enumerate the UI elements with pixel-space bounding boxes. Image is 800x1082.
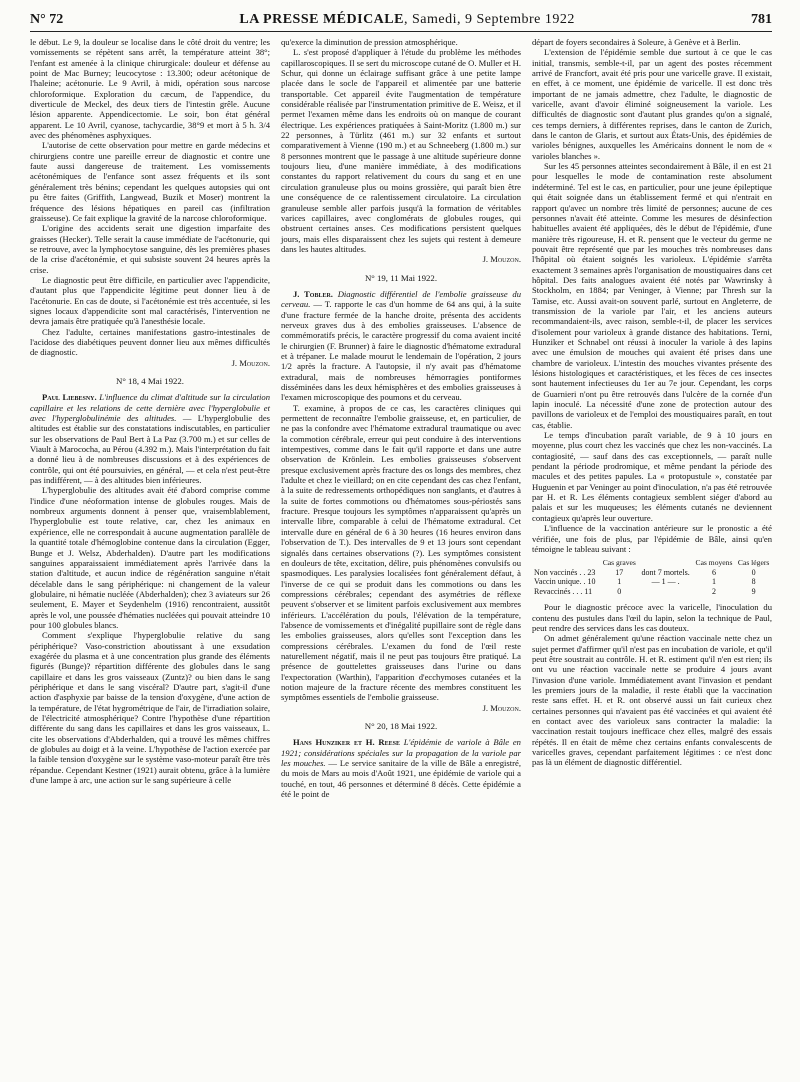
column-1 [30, 37, 270, 799]
paragraph: L. s'est proposé d'appliquer à l'étude du problème les méthodes capillaroscopiques. Il se sert du microscope cutané de O. Muller et H. Schur, qui donne un éclairage suffisant grâce à une petite lampe placée dans le socle de l'appareil et alimentée par une batterie transportable. Cet appareil évite l'augmentation de température considérable réalisée par l'instrumentation primitive de E. Weisz, et il permet l'examen même dans les endroits où on manque de courant électrique. Les expériences pratiquées à Saint-Moritz (1.800 m.) sur 22 personnes, à Türlitz (461 m.) sur 32 enfants et surtout comparativement à Vienne (190 m.) et au Schneeberg (1.800 m.) sur 8 personnes montrent que le passage à une altitude supérieure donne toujours lieu, d'une manière immédiate, à des modifications constantes du rapport relativement du cours du sang et en une circulation granuleuse plus ou moins grossière, qui paraît bien être une conséquence de ce ralentissement circulatoire. La circulation granuleuse semble aller parfois jusqu'à la formation de véritables varices capillaires, avec conglomérats de globules rouges, qui obstruent certaines anses. Ces modifications persistent quelques jours, mais elles disparaissent chez les sujets qui restent à demeure dans les hautes altitudes. [281, 47, 521, 254]
table-cell: 17 [615, 567, 624, 577]
article-title: L'épidémie de variole à Bâle en 1921; considérations spéciales sur la propagation de la variole par les mouches. [281, 737, 521, 769]
table-header [639, 558, 693, 568]
article-intro [30, 392, 270, 485]
table-row [532, 577, 772, 587]
column-3 [532, 37, 772, 799]
paragraph: départ de foyers secondaires à Soleure, à Genève et à Berlin. [532, 37, 741, 47]
table-cell: 9 [751, 586, 756, 596]
issue-number: N° 72 [30, 12, 64, 27]
table-cell: 6 [711, 567, 716, 577]
page-header [30, 12, 772, 32]
article-author: J. Tobler. [293, 288, 333, 299]
table-cell: 1 [711, 577, 716, 587]
table-cell: dont 7 mortels. [641, 567, 690, 577]
paragraph: Comment s'explique l'hyperglobulie relative du sang périphérique? Vaso-constriction aboutissant à une exsudation exagérée du plasma et à une concentration plus grande des éléments figurés (Bunge)? répartition différente des globules dans le sang capillaire et dans les gros vaisseaux (Zuntz)? ou bien dans le sang périphérique et dans le sang viscéral? D'autre part, s'agit-il d'une action d'asphyxie par baisse de la tension d'oxygène, d'une action de la température, de l'état hygrométrique de l'air, de l'irradiation solaire, de l'électricité atmosphérique? Contre l'hypothèse d'une répartition différente du sang dans les capillaires et dans les gros vaisseaux, L. cite les observations d'Abderhalden, qui a trouvé les mêmes chiffres de globules au doigt et à la veine. L'hypothèse de l'action exercée par la faible tension d'oxygène sur le système vaso-moteur paraît être très répandue. Cependant Kestner (1921) aurait obtenu, grâce à la lumière d'une lampe à arc, une action sur le sang supérieure à celle [30, 630, 270, 786]
paragraph: Le temps d'incubation paraît variable, de 9 à 10 jours en moyenne, plus court chez les vaccinés que chez les non-vaccinés. La contagiosité, — sauf dans des cas exceptionnels, — paraît nulle pendant la période prodromique, et même pendant la période des macules et des petites papules. La « protopustule », constatée par Huguenin et par Veninger au point d'inoculation, n'a pas été retrouvée par H. et R. Les éléments contagieux semblent siéger d'abord au palais et sur les muqueuses; les éléments cutanés ne deviennent contagieux qu'après leur ouverture. [532, 430, 772, 523]
article-author: Paul Liebesny. [42, 392, 97, 403]
paragraph: Chez l'adulte, certaines manifestations gastro-intestinales de l'acidose des diabétiques peuvent donner lieu aux mêmes difficultés de diagnostic. [30, 326, 270, 358]
article-title: Diagnostic différentiel de l'embolie graisseuse du cerveau. [281, 288, 522, 310]
section-heading: N° 20, 18 Mai 1922. [364, 721, 438, 731]
paragraph: qu'exerce la diminution de pression atmosphérique. [281, 37, 458, 47]
signature: J. Mouzon. [482, 702, 521, 713]
paragraph-text: — Le service sanitaire de la ville de Bâle a enregistré, du mois de Mars au mois d'Août 1921, une épidémie de variole qui a touché, en tout, 46 personnes et déterminé 8 décès. Cette épidémie a été le point de [281, 758, 521, 800]
table-cell [639, 587, 693, 597]
signature: J. Mouzon. [231, 357, 270, 368]
table-header: Cas graves [602, 558, 636, 568]
table-cell: Vaccin unique. . 10 [534, 577, 596, 587]
table-cell: — 1 — . [651, 577, 680, 587]
table-cell: Non vaccinés . . 23 [534, 567, 596, 577]
column-2 [281, 37, 521, 799]
paragraph: L'origine des accidents serait une digestion imparfaite des graisses (Hecker). Telle serait la cause immédiate de l'acétonurie, qui se retrouve, avec la lymphocytose sanguine, dès les premières phases de la crise d'acétonémie, et qui subsiste souvent 24 heures après la crise. [30, 223, 270, 275]
masthead [239, 12, 574, 28]
paragraph: Le diagnostic peut être difficile, en particulier avec l'appendicite, d'autant plus que l'appendicite légitime peut donner lieu à de l'acétonurie. En cas de doute, si l'acétonémie est très accentuée, si les signes locaux d'appendicite sont mal caractérisés, l'intervention ne devra jamais être pratiquée qu'à l'anesthésie locale. [30, 274, 270, 327]
paragraph: le début. Le 9, la douleur se localise dans le côté droit du ventre; les vomissements se répètent sans arrêt, la température atteint 38°; l'enfant est amenée à la clinique chirurgicale: douleur et défense au point de Mac Burney; leucocytose : 13.300; odeur acétonique de l'haleine; acétonurie. Le 9 Avril, à midi, opération sous narcose chloroformique. Exploration du cæcum, de l'appendice, du diverticule de Meckel, des deux tiers de l'intestin grêle. Aucune lésion apparente. Appendicectomie. Le soir, bon état général apparent. Le 10 Avril, cyanose, tachycardie, 38°9 et mort à 5 h. 3/4 avec des phénomènes asphyxiques. [30, 37, 270, 141]
paragraph-text: — L'hyperglobulie des altitudes est établie sur des constatations indiscutables, en particulier sur les observations de Paul Bert à La Paz (3.700 m.) et sur celles de Viault à Marococha, au Pérou (4.392 m.). Mais l'interprétation du fait a donné lieu à de nombreuses discussions et à des expériences de contrôle, qui ont été poursuivies, en général, — et cela n'est peut-être pas indifférent, — à des altitudes bien inférieures. [30, 413, 271, 486]
paragraph-text: — T. rapporte le cas d'un homme de 64 ans qui, à la suite d'une fracture fermée de la hanche droite, présenta des accidents nerveux graves dus à des embolies graisseuses. L'absence de commémoratifs précis, le caractère progressif du coma avaient incité le chirurgien (F. Brunner) à faire le diagnostic d'hématome extradural et à trépaner. Le malade mourut le lendemain de l'opération, 2 jours 1/2 après la fracture. A l'autopsie, il n'y avait pas d'hématome extradural, mais de nombreuses hémorragies pontiformes disséminées dans les deux hémisphères et des embolies graisseuses à l'examen microscopique des poumons et du cerveau. [281, 299, 521, 403]
table-cell: Revaccinés . . . 11 [534, 586, 593, 596]
paragraph: Pour le diagnostic précoce avec la varicelle, l'inoculation du contenu des pustules dans l'œil du lapin, selon la technique de Paul, peut rendre des services dans les cas douteux. [532, 602, 772, 633]
table-cell: 8 [751, 577, 756, 587]
issue-date: , Samedi, 9 Septembre 1922 [403, 12, 575, 27]
paragraph: T. examine, à propos de ce cas, les caractères cliniques qui permettent de reconnaître l'embolie graisseuse, et, en particulier, de ne pas la confondre avec l'hématome extradural traumatique ou avec la commotion cérébrale, erreur qui peut conduire à des interventions intempestives, comme dans le fait qu'il rapporte et dans une autre observation de Krönlein. Les embolies graisseuses s'observent presque exclusivement après fracture des os longs des membres, chez l'adulte et chez le vieillard; on en cite cependant des cas chez l'enfant, à la suite de redressements orthopédiques non sanglants, et d'autres à la suite de fortes commotions ou d'hématomes sous-périostés sans fracture. Presque toujours les symptômes n'apparaissent qu'après un intervalle libre, comparable à celui de l'hématome extradural. Cet intervalle dure en général de 6 à 30 heures (16 heures environ dans l'observation de T.). Des intervalles de 9 et 13 jours sont cependant signalés dans certaines observations (?). Les symptômes consistent en douleurs de tête, excitation, délire, puis phénomènes convulsifs ou spasmodiques. Les paralysies localisées font généralement défaut, à l'inverse de ce qui se produit dans les commotions ou dans les compressions cérébrales; cependant des asymétries de réflexe peuvent s'observer et se limitent parfois exclusivement aux membres inférieurs. L'accélération du pouls, l'élévation de la température, l'absence de vomissements et d'inégalité pupillaire sont de règle dans les embolies graisseuses, alors qu'elles sont l'exception dans les compressions cérébrales. L'examen du fond de l'œil reste naturellement négatif, mais il ne peut pas toujours être pratiqué. La présence de gouttelettes graisseuses dans l'urine ou dans l'expectoration (Warthin), l'apparition d'ecchymoses cutanées et la notion majeure de la fracture récente des membres constituent les symptômes essentiels de l'embolie graisseuse. [281, 402, 521, 703]
paragraph: L'hyperglobulie des altitudes avait été d'abord comprise comme l'indice d'une néoformation intense de globules rouges. Mais de nombreux arguments donnent à penser que, vraisemblablement, l'hyperglobulie est toute relative, car, chez les animaux en expérience, elle ne correspondait à aucune augmentation parallèle de la quantité totale d'hémoglobine contenue dans la circulation (Egger, Bunge et J. Welsz, Abderhalden). D'autre part les modifications sanguines apparaissaient immédiatement après l'arrivée dans la station d'altitude, et aucun indice de régénération sanguine n'était décelable dans le sang périphérique: ni changement de la valeur globulaire, ni hématie nucléée (Abderhalden); chez 3 aviateurs sur 26 seulement, E. Mayer et Seydenhelm (1916) rencontraient, aussitôt après le vol, une poussée d'hématies nucléées qui pouvait atteindre 10 pour 100 globules blancs. [30, 485, 270, 630]
paragraph: L'influence de la vaccination antérieure sur le pronostic a été vérifiée, une fois de plus, par l'épidémie de Bâle, ainsi qu'en témoigne le tableau suivant : [532, 523, 772, 554]
table-row [532, 587, 772, 597]
table-cell: 0 [617, 586, 622, 596]
table-cell: 2 [711, 586, 716, 596]
columns [30, 37, 772, 799]
table-cell: 1 [617, 577, 622, 587]
table-header: Cas légers [737, 558, 770, 568]
vaccination-table [532, 558, 772, 596]
table-header-row [532, 558, 772, 568]
paragraph: Sur les 45 personnes atteintes secondairement à Bâle, il en est 21 pour lesquelles le mode de contamination reste absolument indéterminé. Tel est le cas, en particulier, pour une jeune épileptique qui était soignée dans un établissement fermé et qui n'entrait en rapport qu'avec un nombre très limité de personnes; aucune de ces personnes n'avait été atteinte. Comme les mesures de désinfection habituelles avaient été appliquées, dès le début de l'épidémie, d'une manière très rigoureuse, H. et R. pensent que le vecteur du germe ne pouvait être représenté que par les mouches très nombreuses dans l'hôpital où étaient soignés les varioleux. L'épidémie s'arrêta exactement 3 semaines après l'organisation de moustiquaires dans cet hôpital. Des faits analogues avaient été notés par Wawrinsky à Stockholm, en 1884; par Veninger, à Vienne; par Thresh sur la Tamise, etc. Aussi avait-on souvent parlé, surtout en Angleterre, de transmission de la variole par l'air, et les anciens auteurs recommandaient-ils, avec raison, semble-t-il, de placer les services d'isolement pour varioleux à grande distance des habitations. Terni, Hunziker et Schnabel ont réussi à inoculer la variole à des lapins avec une émulsion de mouches qui avaient été prises dans une chambre de varioleux. L'intestin des mouches vivantes présente des lésions histologiques et caractéristiques, et les fèces de ces insectes sont hautement infectieuses du 1er au 7e jour. Cependant, les corps de Guarnieri n'ont pu être retrouvés dans l'ulcère de la cornée d'un lapin inoculé. La nécessité d'une zone de protection autour des pavillons de varioleux et de l'emploi des moustiquaires paraît, en tout cas, établie. [532, 161, 772, 430]
table-row [532, 568, 772, 578]
signature: J. Mouzon. [482, 254, 521, 265]
table-header: Cas moyens [695, 558, 733, 568]
article-intro [281, 289, 521, 403]
journal-title: LA PRESSE MÉDICALE [239, 12, 404, 27]
table-header [532, 558, 600, 568]
article-author: Hans Hunziker et H. Reese [293, 737, 400, 748]
table-cell: 0 [751, 567, 756, 577]
article-title: L'influence du climat d'altitude sur la circulation capillaire et les relations de cette dernière avec l'hyperglobulie et avec l'hyperglobulinémie des altitudes. [30, 392, 270, 424]
section-heading: N° 19, 11 Mai 1922. [364, 272, 438, 283]
paragraph: L'extension de l'épidémie semble due surtout à ce que le cas initial, transmis, semble-t-il, par un agent des postes récemment arrivé de Francfort, avait été pris pour une varicelle grave. Il existait, en effet, à ce moment, une épidémie de varicelle. Il est donc très important de ne jamais admettre, chez l'adulte, le diagnostic de varicelle, avant d'avoir éliminé soigneusement la variole. Les difficultés de diagnostic sont d'autant plus grandes qu'on a signalé, ces temps derniers, à différentes reprises, dans le canton de Zurich, dans le canton de Glaris, et surtout aux États-Unis, des épidémies de varioles bénignes, auxquelles les Américains donnent le nom de « varioles blanches ». [532, 47, 772, 161]
article-intro [281, 737, 521, 799]
section-heading: N° 18, 4 Mai 1922. [115, 376, 185, 386]
paragraph: On admet généralement qu'une réaction vaccinale nette chez un sujet permet d'affirmer qu'il n'est pas en incubation de variole, et qu'il peut être soustrait au contrôle. H. et R. estiment qu'il n'en est rien; ils ont vu une réaction vaccinale nette se produire 4 jours avant l'invasion d'une variole. Immédiatement avant l'invasion et pendant les premiers jours de la maladie, il reste établi que la vaccination reste sans effet. H. et R. ont observé aussi un fait curieux chez certaines personnes qui n'avaient pas été vaccinées et qui avaient été en contact avec des varioleux sans contracter la maladie: la vaccination restait toujours inefficace chez elles, malgré des essais répétés. Il en était de même chez certains enfants convalescents de varicelles graves, cependant parfaitement légitimes : ce n'est donc pas là un élément de diagnostic différentiel. [532, 633, 772, 768]
page-number: 781 [751, 12, 772, 27]
paragraph: L'autorise de cette observation pour mettre en garde médecins et chirurgiens contre une pareille erreur de diagnostic et contre une faute aussi dangereuse de traitement. Les vomissements acétonémiques de l'enfance sont assez fréquents et ils sont généralement très bénins; cependant les quelques autopsies qui ont pu être faites (Griffith, Langwead, Buzik et Moser) montrent la fréquence des lésions hépatiques en pareil cas (infiltration graisseuse). Ce fait explique la gravité de la narcose chloroformique. [30, 140, 270, 223]
